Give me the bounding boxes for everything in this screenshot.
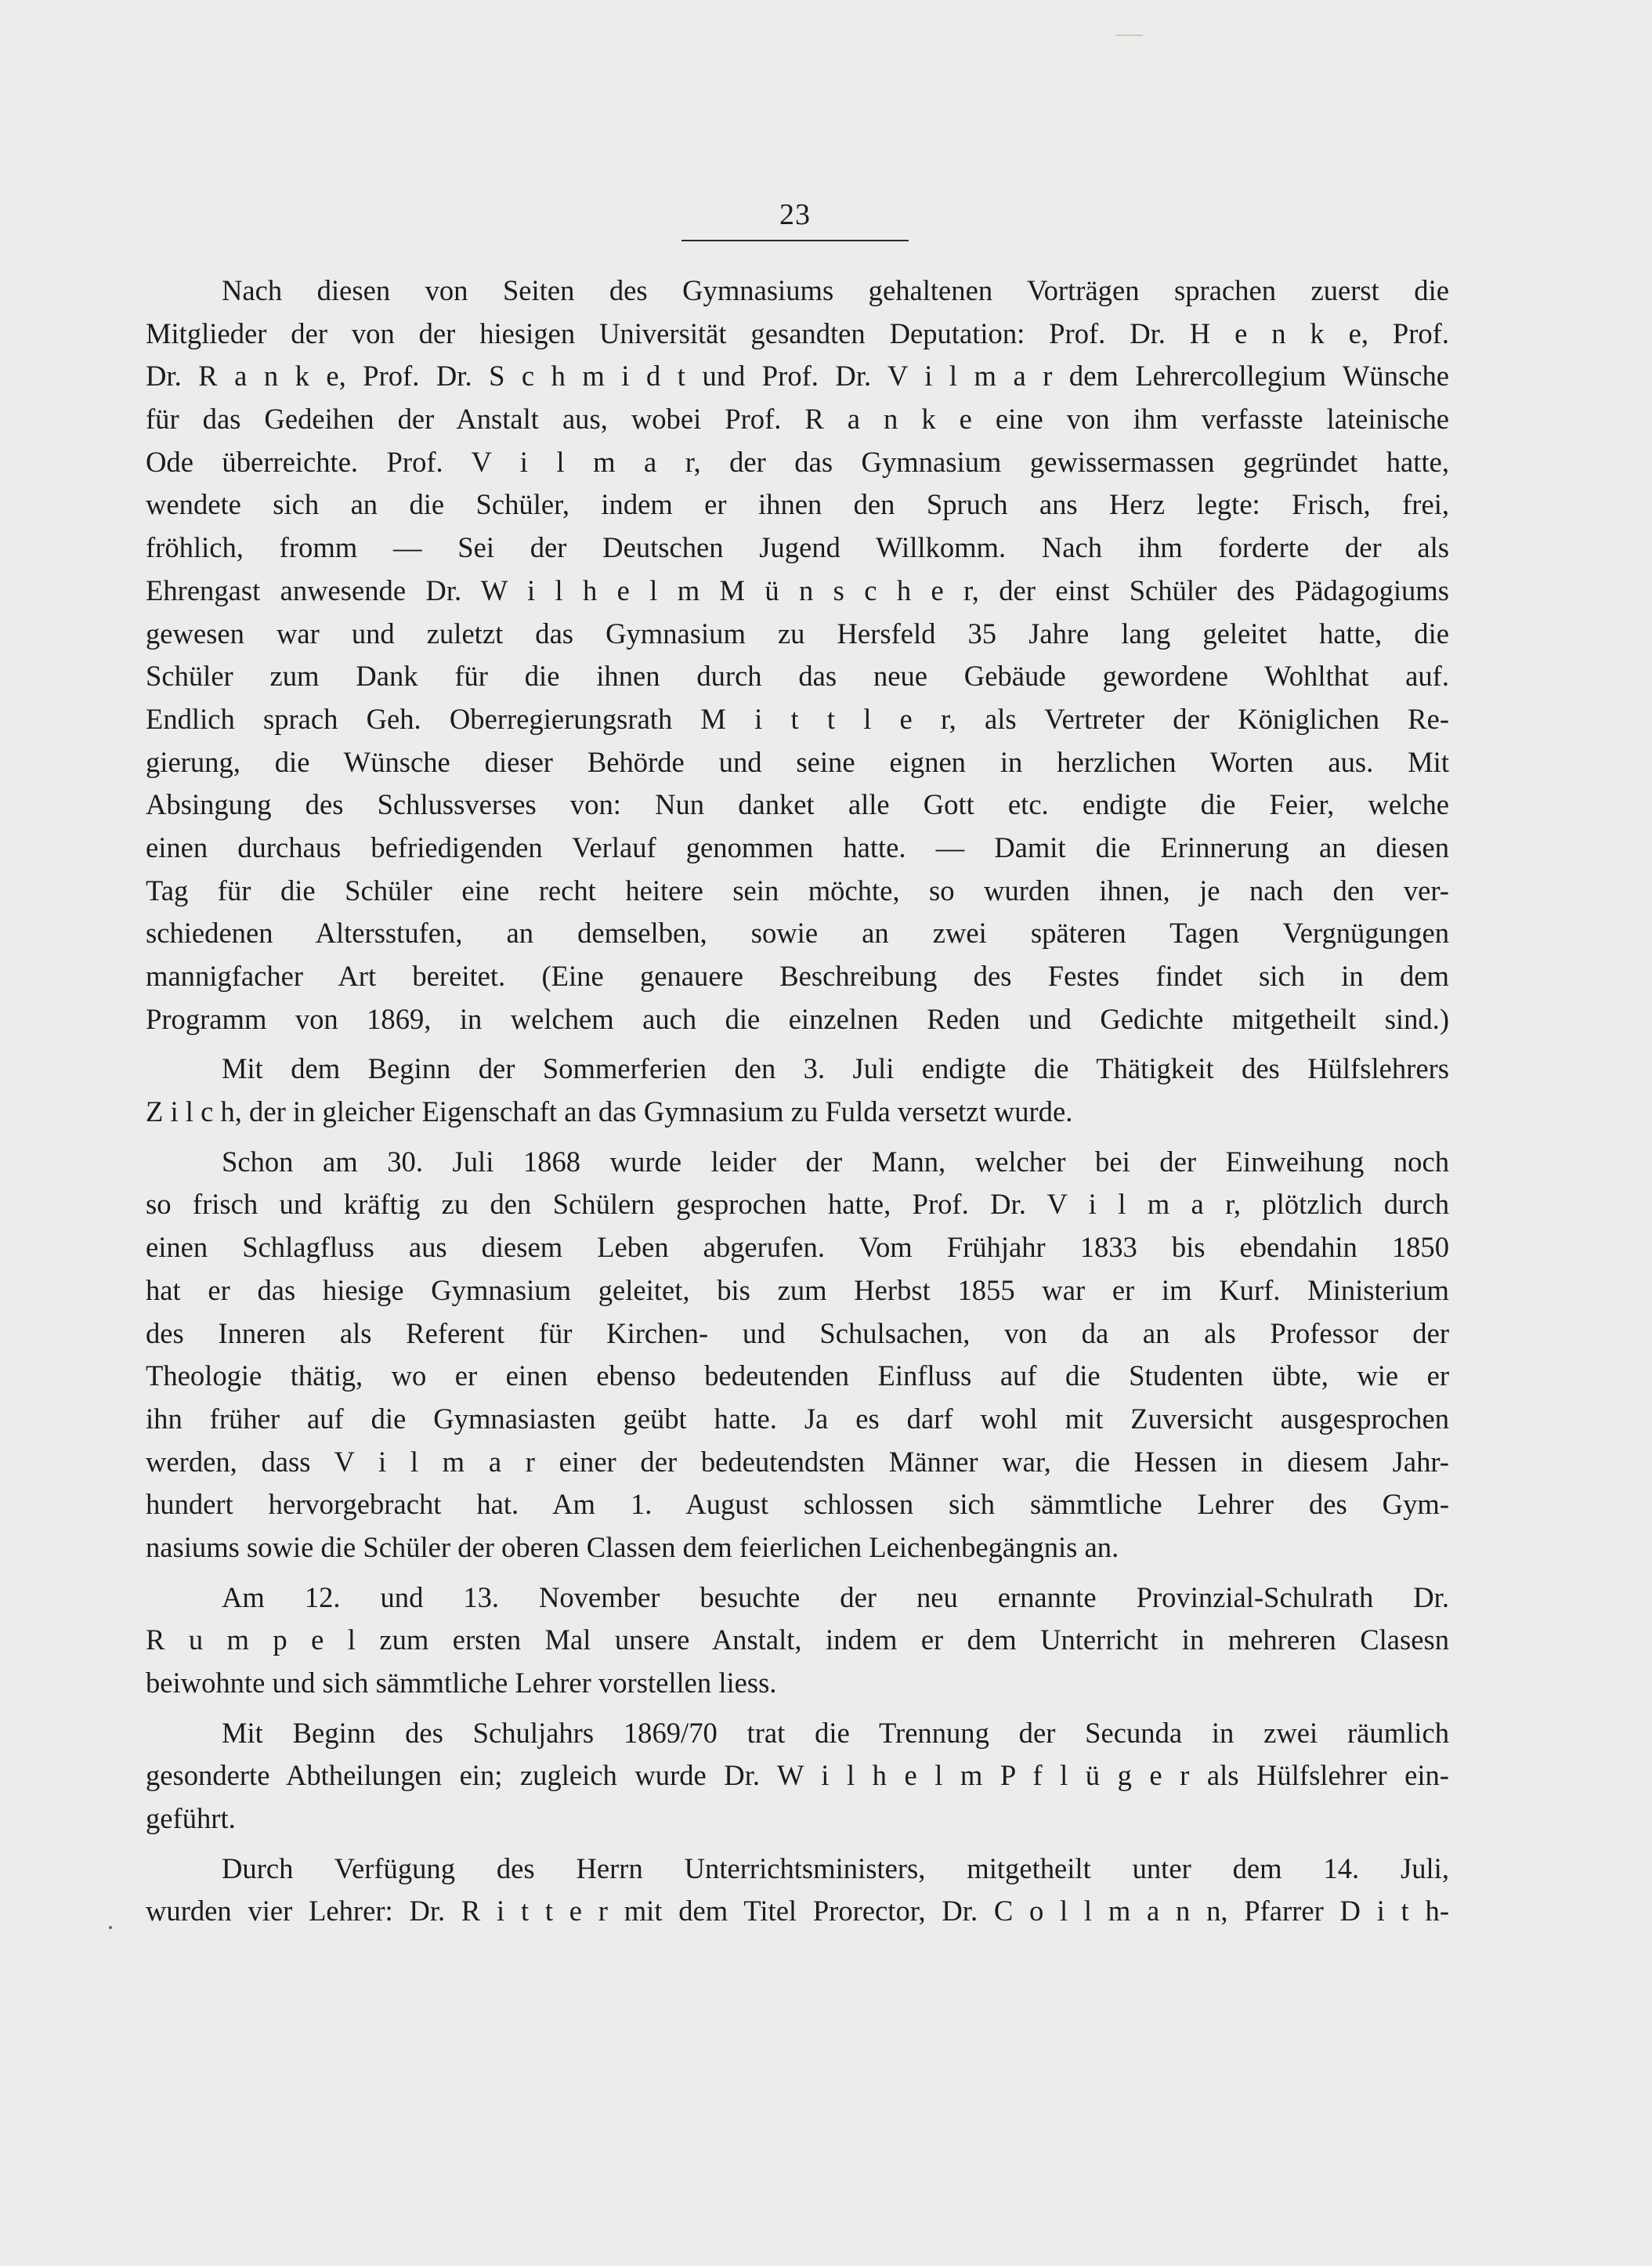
text-line: Mit Beginn des Schuljahrs 1869/70 trat die Trennung der Secunda in zwei räumlich — [222, 1716, 1449, 1749]
edge-mark — [1116, 34, 1143, 36]
text-line: beiwohnte und sich sämmtliche Lehrer vorstellen liess. — [146, 1667, 777, 1699]
text-line: wurden vier Lehrer: Dr. R i t t e r mit dem Titel Prorector, Dr. C o l l m a n n, Pfarrer D i t h- — [146, 1895, 1449, 1928]
text-line: Ehrengast anwesende Dr. W i l h e l m M ü n s c h e r, der einst Schüler des Pädagogiums — [146, 574, 1449, 606]
text-line: Tag für die Schüler eine recht heitere sein möchte, so wurden ihnen, je nach den ver- — [146, 874, 1449, 907]
text-line: mannigfacher Art bereitet. (Eine genauere Beschreibung des Festes findet sich in dem — [146, 960, 1449, 992]
text-line: Programm von 1869, in welchem auch die einzelnen Reden und Gedichte mitgetheilt sind.) — [146, 1002, 1449, 1035]
text-line: Nach diesen von Seiten des Gymnasiums gehaltenen Vorträgen sprachen zuerst die — [222, 274, 1449, 306]
body-text — [146, 270, 1449, 1940]
text-line: Dr. R a n k e, Prof. Dr. S c h m i d t und Prof. Dr. V i l m a r dem Lehrercollegium Wünsche — [146, 360, 1449, 393]
text-line: Mitglieder der von der hiesigen Universität gesandten Deputation: Prof. Dr. H e n k e, Prof. — [146, 317, 1449, 349]
text-line: Mit dem Beginn der Sommerferien den 3. Juli endigte die Thätigkeit des Hülfslehrers — [222, 1052, 1449, 1085]
text-line: schiedenen Altersstufen, an demselben, sowie an zwei späteren Tagen Vergnügungen — [146, 917, 1449, 950]
text-line: Theologie thätig, wo er einen ebenso bedeutenden Einfluss auf die Studenten übte, wie er — [146, 1359, 1449, 1392]
text-line: Ode überreichte. Prof. V i l m a r, der das Gymnasium gewissermassen gegründet hatte, — [146, 445, 1449, 478]
text-line: Endlich sprach Geh. Oberregierungsrath M i t t l e r, als Vertreter der Königlichen Re- — [146, 702, 1449, 735]
text-line: einen Schlagfluss aus diesem Leben abgerufen. Vom Frühjahr 1833 bis ebendahin 1850 — [146, 1231, 1449, 1264]
text-line: gesonderte Abtheilungen ein; zugleich wurde Dr. W i l h e l m P f l ü g e r als Hülfslehrer ein- — [146, 1759, 1449, 1792]
text-line: Absingung des Schlussverses von: Nun danket alle Gott etc. endigte die Feier, welche — [146, 788, 1449, 821]
text-line: nasiums sowie die Schüler der oberen Classen dem feierlichen Leichenbegängnis an. — [146, 1530, 1119, 1563]
text-line: Schon am 30. Juli 1868 wurde leider der Mann, welcher bei der Einweihung noch — [222, 1145, 1449, 1178]
text-line: hundert hervorgebracht hat. Am 1. August schlossen sich sämmtliche Lehrer des Gym- — [146, 1488, 1449, 1521]
text-line: fröhlich, fromm — Sei der Deutschen Jugend Willkomm. Nach ihm forderte der als — [146, 531, 1449, 564]
text-line: Z i l c h, der in gleicher Eigenschaft an das Gymnasium zu Fulda versetzt wurde. — [146, 1095, 1073, 1128]
paragraph-festival-speeches — [146, 270, 1449, 1041]
text-line: Am 12. und 13. November besuchte der neu ernannte Provinzial-Schulrath Dr. — [222, 1580, 1449, 1613]
text-line: wendete sich an die Schüler, indem er ihnen den Spruch ans Herz legte: Frisch, frei, — [146, 488, 1449, 521]
paragraph-school-inspection — [146, 1576, 1449, 1705]
margin-speck — [109, 1926, 112, 1929]
text-line: so frisch und kräftig zu den Schülern gesprochen hatte, Prof. Dr. V i l m a r, plötzlich durch — [146, 1188, 1449, 1221]
text-line: werden, dass V i l m a r einer der bedeutendsten Männer war, die Hessen in diesem Jahr- — [146, 1445, 1449, 1478]
header-rule — [681, 240, 909, 241]
text-line: Durch Verfügung des Herrn Unterrichtsministers, mitgetheilt unter dem 14. Juli, — [222, 1852, 1449, 1884]
text-line: ihn früher auf die Gymnasiasten geübt hatte. Ja es darf wohl mit Zuversicht ausgesprochen — [146, 1402, 1449, 1435]
text-line: Schüler zum Dank für die ihnen durch das neue Gebäude gewordene Wohlthat auf. — [146, 660, 1449, 693]
text-line: R u m p e l zum ersten Mal unsere Anstalt, indem er dem Unterricht in mehreren Clasesn — [146, 1623, 1449, 1656]
text-line: gewesen war und zuletzt das Gymnasium zu Hersfeld 35 Jahre lang geleitet hatte, die — [146, 617, 1449, 650]
paragraph-secunda-division — [146, 1712, 1449, 1841]
paragraph-ministerial-decree — [146, 1848, 1449, 1933]
text-line: für das Gedeihen der Anstalt aus, wobei Prof. R a n k e eine von ihm verfasste lateinische — [146, 403, 1449, 436]
text-line: des Inneren als Referent für Kirchen- und Schulsachen, von da an als Professor der — [146, 1316, 1449, 1349]
page-number: 23 — [779, 198, 811, 231]
text-line: geführt. — [146, 1802, 236, 1835]
text-line: gierung, die Wünsche dieser Behörde und seine eignen in herzlichen Worten aus. Mit — [146, 745, 1449, 778]
paragraph-vilmar-death — [146, 1141, 1449, 1569]
text-line: einen durchaus befriedigenden Verlauf genommen hatte. — Damit die Erinnerung an diesen — [146, 831, 1449, 863]
text-line: hat er das hiesige Gymnasium geleitet, bis zum Herbst 1855 war er im Kurf. Ministerium — [146, 1273, 1449, 1306]
paragraph-summer-holidays — [146, 1048, 1449, 1133]
